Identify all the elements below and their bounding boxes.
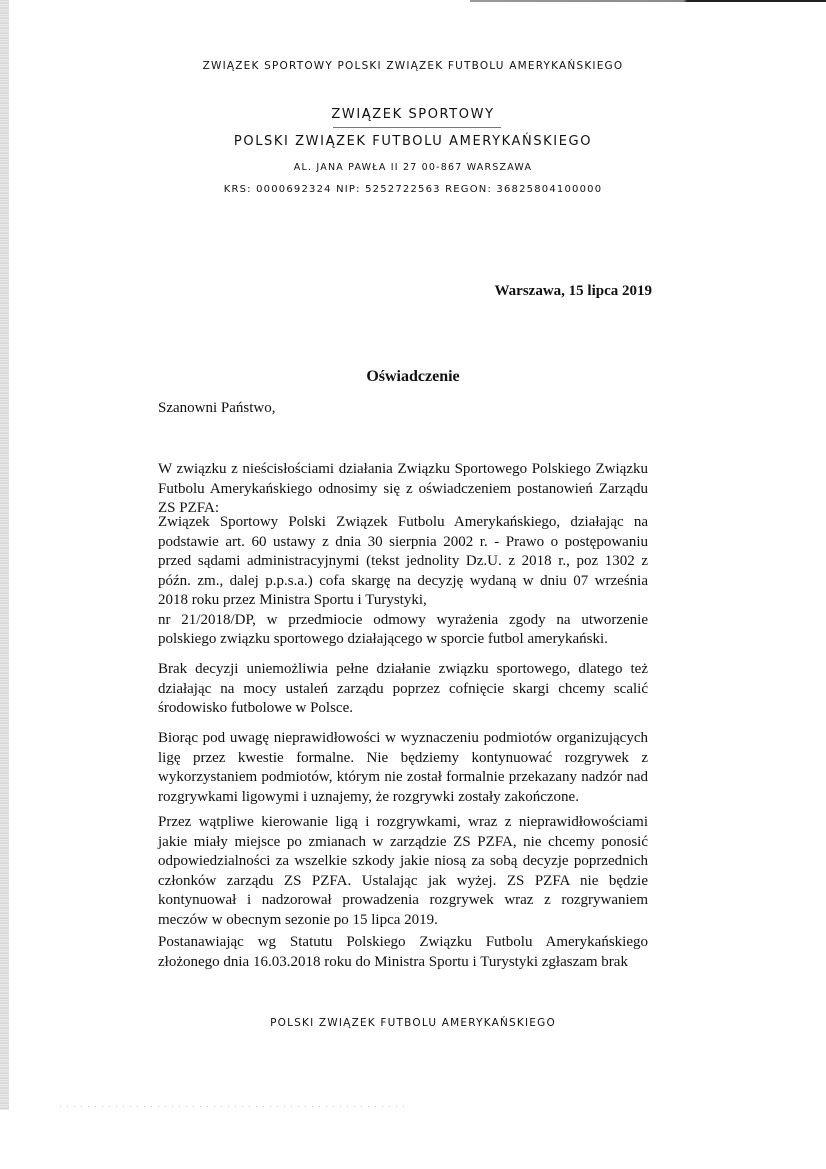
page-footer: POLSKI ZWIĄZEK FUTBOLU AMERYKAŃSKIEGO: [270, 1017, 556, 1029]
letterhead-top-line: ZWIĄZEK SPORTOWY POLSKI ZWIĄZEK FUTBOLU AMERYKAŃSKIEGO: [202, 60, 624, 72]
scan-edge-artifact-bottom: [60, 1106, 410, 1107]
paragraph-complaint-withdrawal: [158, 513, 648, 650]
paragraph-statute: [158, 933, 648, 972]
paragraph-text: Biorąc pod uwagę nieprawidłowości w wyznaczeniu podmiotów organizujących ligę przez kwestie formalne. Nie będziemy kontynuować rozgrywek z wykorzystaniem podmiotów, którym nie został formalnie przekazany nadzór nad rozgrywkami ligowymi i uznajemy, że rozgrywki zostały zakończone.: [158, 730, 648, 805]
letterhead-divider: [333, 127, 501, 128]
letterhead-title-line1: ZWIĄZEK SPORTOWY: [331, 107, 495, 122]
scan-edge-artifact-top: [470, 0, 826, 2]
paragraph-league-irregularities: [158, 729, 648, 807]
paragraph-text: Postanawiając wg Statutu Polskiego Związku Futbolu Amerykańskiego złożonego dnia 16.03.2018 roku do Ministra Sportu i Turystyki zgłaszam brak: [158, 934, 648, 970]
place-and-date: Warszawa, 15 lipca 2019: [494, 283, 652, 299]
letterhead-registry-ids: KRS: 0000692324 NIP: 5252722563 REGON: 36825804100000: [223, 184, 603, 195]
paragraph-text: nr 21/2018/DP, w przedmiocie odmowy wyrażenia zgody na utworzenie polskiego związku sportowego działającego w sporcie futbol amerykański.: [158, 611, 648, 647]
paragraph-text: Brak decyzji uniemożliwia pełne działanie związku sportowego, dlatego też działając na mocy ustaleń zarządu poprzez cofnięcie skargi chcemy scalić środowisko futbolowe w Polsce.: [158, 661, 648, 716]
greeting-text: Szanowni Państwo,: [158, 400, 276, 416]
greeting: [158, 399, 648, 419]
paragraph-text: Związek Sportowy Polski Związek Futbolu Amerykańskiego, działając na podstawie art. 60 ustawy z dnia 30 sierpnia 2002 r. - Prawo o postępowaniu przed sądami administracyjnymi (tekst jednolity Dz.U. z 2018 r., poz 1302 z późn. zm., dalej p.p.s.a.) cofa skargę na decyzję wydaną w dniu 07 września 2018 roku przez Ministra Sportu i Turystyki,: [158, 514, 648, 608]
letterhead-title-line2: POLSKI ZWIĄZEK FUTBOLU AMERYKAŃSKIEGO: [233, 134, 593, 149]
paragraph-intro: [158, 460, 648, 519]
paragraph-lack-of-decision: [158, 660, 648, 719]
document-title: Oświadczenie: [366, 368, 460, 385]
paragraph-text: W związku z nieścisłościami działania Związku Sportowego Polskiego Związku Futbolu Amerykańskiego odnosimy się z oświadczeniem postanowień Zarządu ZS PZFA:: [158, 461, 648, 516]
paragraph-responsibility: [158, 813, 648, 930]
letterhead-address: AL. JANA PAWŁA II 27 00-867 WARSZAWA: [293, 162, 533, 173]
paragraph-text: Przez wątpliwe kierowanie ligą i rozgrywkami, wraz z nieprawidłowościami jakie miały miejsce po zmianach w zarządzie ZS PZFA, nie chcemy ponosić odpowiedzialności za wszelkie szkody jakie niosą za sobą decyzje poprzednich członków zarządu ZS PZFA. Ustalając jak wyżej. ZS PZFA nie będzie kontynuował i nadzorował prowadzenia rozgrywek wraz z rozgrywaniem meczów w obecnym sezonie po 15 lipca 2019.: [158, 814, 648, 928]
